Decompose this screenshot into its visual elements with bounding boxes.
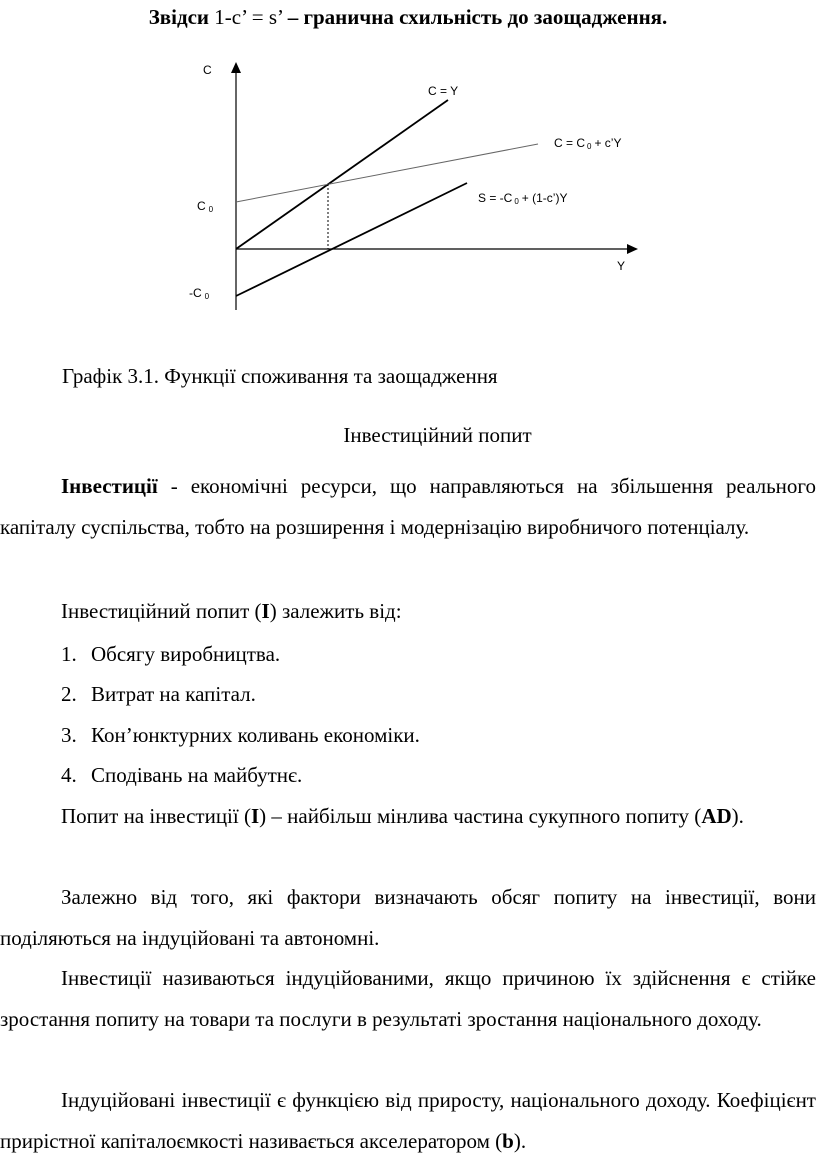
section-title: Інвестиційний попит — [343, 423, 532, 447]
list-item-number: 2. — [61, 682, 77, 706]
saving-line — [236, 183, 467, 296]
demand-bold-i: I — [250, 804, 260, 828]
consumption-saving-diagram — [0, 50, 816, 315]
neg-c0-label — [189, 286, 210, 301]
list-item — [61, 679, 256, 709]
y-axis-label: Y — [617, 259, 626, 273]
y-axis-arrow — [627, 244, 638, 254]
investment-types-paragraph: Залежно від того, які фактори визначають обсяг попиту на інвестиції, вони поділяються на індуційовані та автономні. — [0, 885, 816, 950]
list-item — [61, 760, 302, 790]
neg-c0-label-main: -C — [189, 286, 202, 300]
c-axis-label: C — [203, 63, 212, 77]
header-formula-line — [0, 2, 816, 32]
saving-line-label — [478, 191, 567, 206]
demand-text-c: ). — [731, 804, 744, 828]
depends-text-a: Інвестиційний попит ( — [61, 599, 262, 623]
demand-paragraph — [0, 796, 816, 837]
accelerator-text-b: ). — [513, 1128, 527, 1153]
list-item-number: 3. — [61, 723, 77, 747]
consumption-label-b: + c’Y — [594, 136, 622, 150]
c0-label — [197, 199, 214, 214]
figure-caption: Графік 3.1. Функції споживання та заощадження — [62, 364, 498, 388]
line-c-equals-y-label: C = Y — [428, 84, 459, 98]
list-item-text: Кон’юнктурних коливань економіки. — [91, 723, 420, 747]
definition-term: Інвестиції — [61, 474, 158, 498]
accelerator-paragraph — [0, 1080, 816, 1161]
list-item-number: 4. — [61, 763, 77, 787]
demand-bold-ad: AD — [701, 804, 732, 828]
consumption-line-label — [554, 136, 621, 151]
c0-label-main: C — [197, 199, 206, 213]
saving-label-a: S = -C — [478, 191, 513, 205]
depends-text-b: ) залежить від: — [269, 599, 402, 623]
saving-label-b: + (1-c’)Y — [521, 191, 568, 205]
definition-paragraph — [0, 466, 816, 547]
list-item — [61, 720, 420, 750]
definition-text: - економічні ресурси, що направляються на збільшення реального капіталу суспільства, тобто на розширення і модернізацію виробничого потенціалу. — [0, 474, 816, 539]
depends-bold-i: I — [261, 599, 270, 623]
line-c-equals-y — [236, 100, 448, 249]
list-item — [61, 639, 280, 669]
neg-c0-label-sub: 0 — [204, 292, 210, 301]
list-item-text: Сподівань на майбутнє. — [91, 763, 303, 787]
header-bold-start: Звідси — [148, 5, 210, 29]
demand-text-b: ) – найбільш мінлива частина сукупного попиту ( — [259, 804, 702, 828]
depends-paragraph — [61, 596, 402, 626]
demand-text-a: Попит на інвестиції ( — [61, 804, 251, 828]
list-item-text: Витрат на капітал. — [91, 682, 256, 706]
saving-label-sub: 0 — [514, 197, 519, 206]
c0-label-sub: 0 — [208, 205, 214, 214]
header-formula: 1-с’ = s’ — [209, 5, 288, 29]
c-axis-arrow — [231, 62, 241, 73]
header-bold-end: – гранична схильність до заощадження. — [287, 5, 668, 29]
list-item-number: 1. — [61, 642, 77, 666]
consumption-label-sub: 0 — [587, 142, 592, 151]
induced-investment-paragraph: Інвестиції називаються індуційованими, якщо причиною їх здійснення є стійке зростання попиту на товари та послуги в результаті зростання національного доходу. — [0, 966, 816, 1031]
accelerator-text-a: Індуційовані інвестиції є функцією від приросту, національного доходу. Коефіцієнт прирістної капіталоємкості називається акселератором ( — [0, 1088, 816, 1153]
consumption-label-a: C = C — [554, 136, 586, 150]
accelerator-bold-b: b — [502, 1128, 514, 1153]
list-item-text: Обсягу виробництва. — [91, 642, 281, 666]
